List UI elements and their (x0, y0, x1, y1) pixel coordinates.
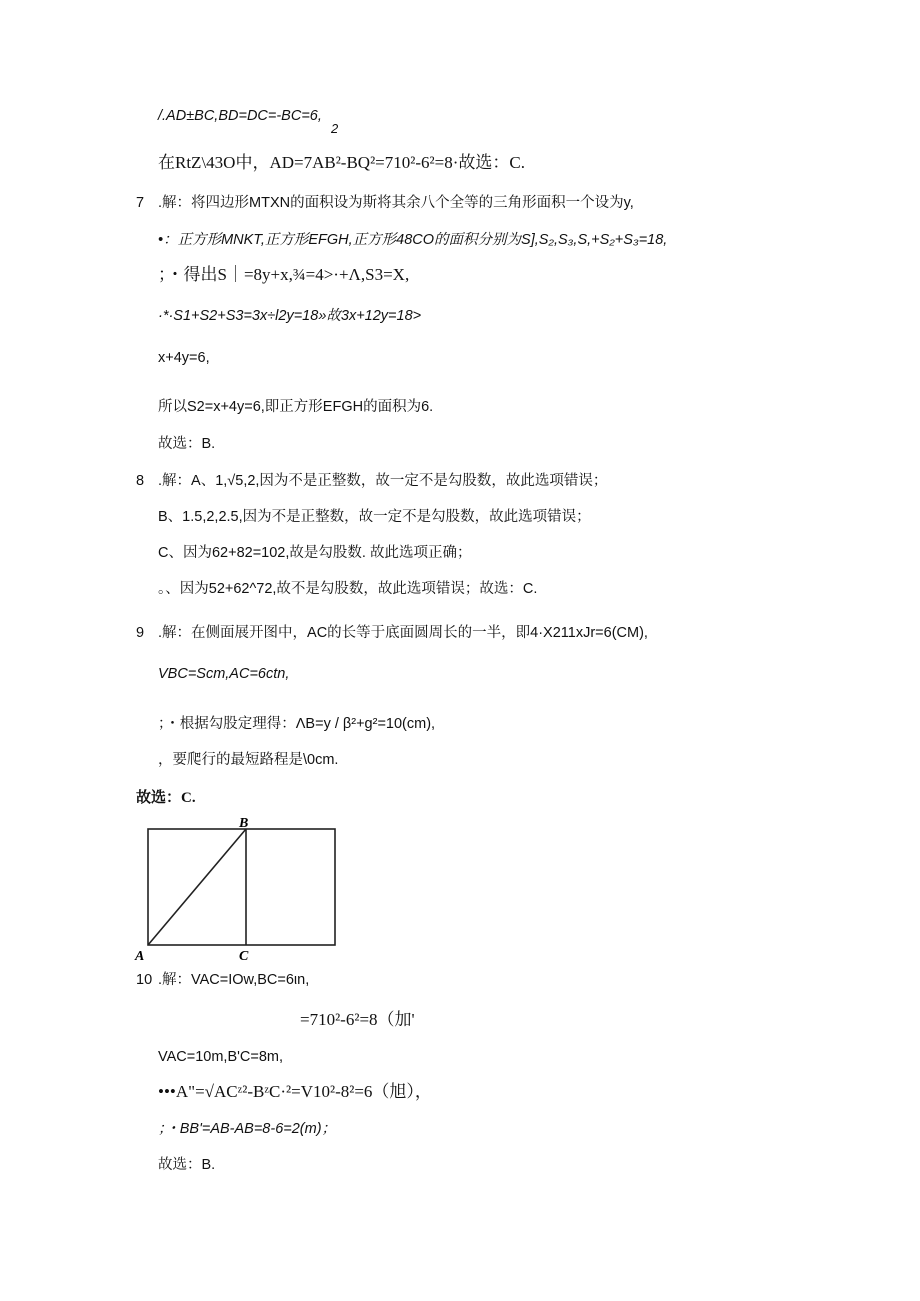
figure-segment-ab (148, 829, 246, 945)
question-number: 9 (136, 625, 145, 641)
solution-line: .解：在侧面展开图中，AC的长等于底面圆周长的一半，即4·X211xJr=6(CM), (158, 625, 648, 641)
solution-line: ；・得出S｜=8y+x,¾=4>·+Λ,S3=X, (158, 265, 410, 284)
solution-line: .解：A、1,√5,2,因为不是正整数，故一定不是勾股数，故此选项错误； (158, 473, 608, 489)
solution-line: =710²-6²=8（加' (300, 1010, 415, 1029)
solution-line: .解：VAC=IOw,BC=6ιn, (158, 972, 310, 988)
solution-line: ；・根据勾股定理得：ΛB=y / β²+g²=10(cm), (158, 716, 436, 732)
solution-line: VBC=Scm,AC=6ctn, (158, 666, 290, 682)
fraction-denominator: 2 (331, 121, 339, 136)
cylinder-unfold-figure (134, 815, 344, 965)
figure-label-b: B (239, 816, 249, 831)
solution-line: ；・BB'=AB-AB=8-6=2(m)； (158, 1121, 337, 1137)
question-number: 8 (136, 473, 145, 489)
figure-label-a: A (135, 949, 145, 964)
solution-line: •••A"=√ACᶻ²-BᶻC·²=V10²-8²=6（旭）， (158, 1082, 432, 1101)
solution-line: ，要爬行的最短路程是\0cm. (158, 752, 339, 768)
figure-label-c: C (239, 949, 249, 964)
solution-line: VAC=10m,B'C=8m, (158, 1049, 283, 1065)
solution-line: C、因为62+82=102,故是勾股数. 故此选项正确； (158, 545, 472, 561)
answer-line: 故选：B. (158, 436, 216, 452)
solution-line: 在RtZ\43O中，AD=7AB²-BQ²=710²-6²=8·故选：C. (158, 153, 525, 172)
answer-line: 。、因为52+62^72,故不是勾股数，故此选项错误；故选：C. (158, 581, 538, 597)
solution-line: •：正方形MNKT,正方形EFGH,正方形48CO的面积分别为S],S₂,S₃,S,+S₂+S₃=18, (158, 232, 668, 248)
answer-line: 故选：B. (158, 1157, 216, 1173)
question-number: 10 (136, 972, 153, 988)
question-number: 7 (136, 195, 145, 211)
solution-line: ·*·S1+S2+S3=3x÷l2y=18»故3x+12y=18> (158, 308, 422, 324)
figure-rectangle (148, 829, 335, 945)
solution-line: 所以S2=x+4y=6,即正方形EFGH的面积为6. (158, 399, 434, 415)
solution-line: /.AD±BC,BD=DC=-BC=6, (158, 108, 322, 124)
solution-line: .解：将四边形MTXN的面积设为斯将其余八个全等的三角形面积一个设为y, (158, 195, 634, 211)
solution-line: B、1.5,2,2.5,因为不是正整数，故一定不是勾股数，故此选项错误； (158, 509, 591, 525)
solution-line: x+4y=6, (158, 350, 210, 366)
answer-line: 故选：C. (136, 790, 196, 806)
